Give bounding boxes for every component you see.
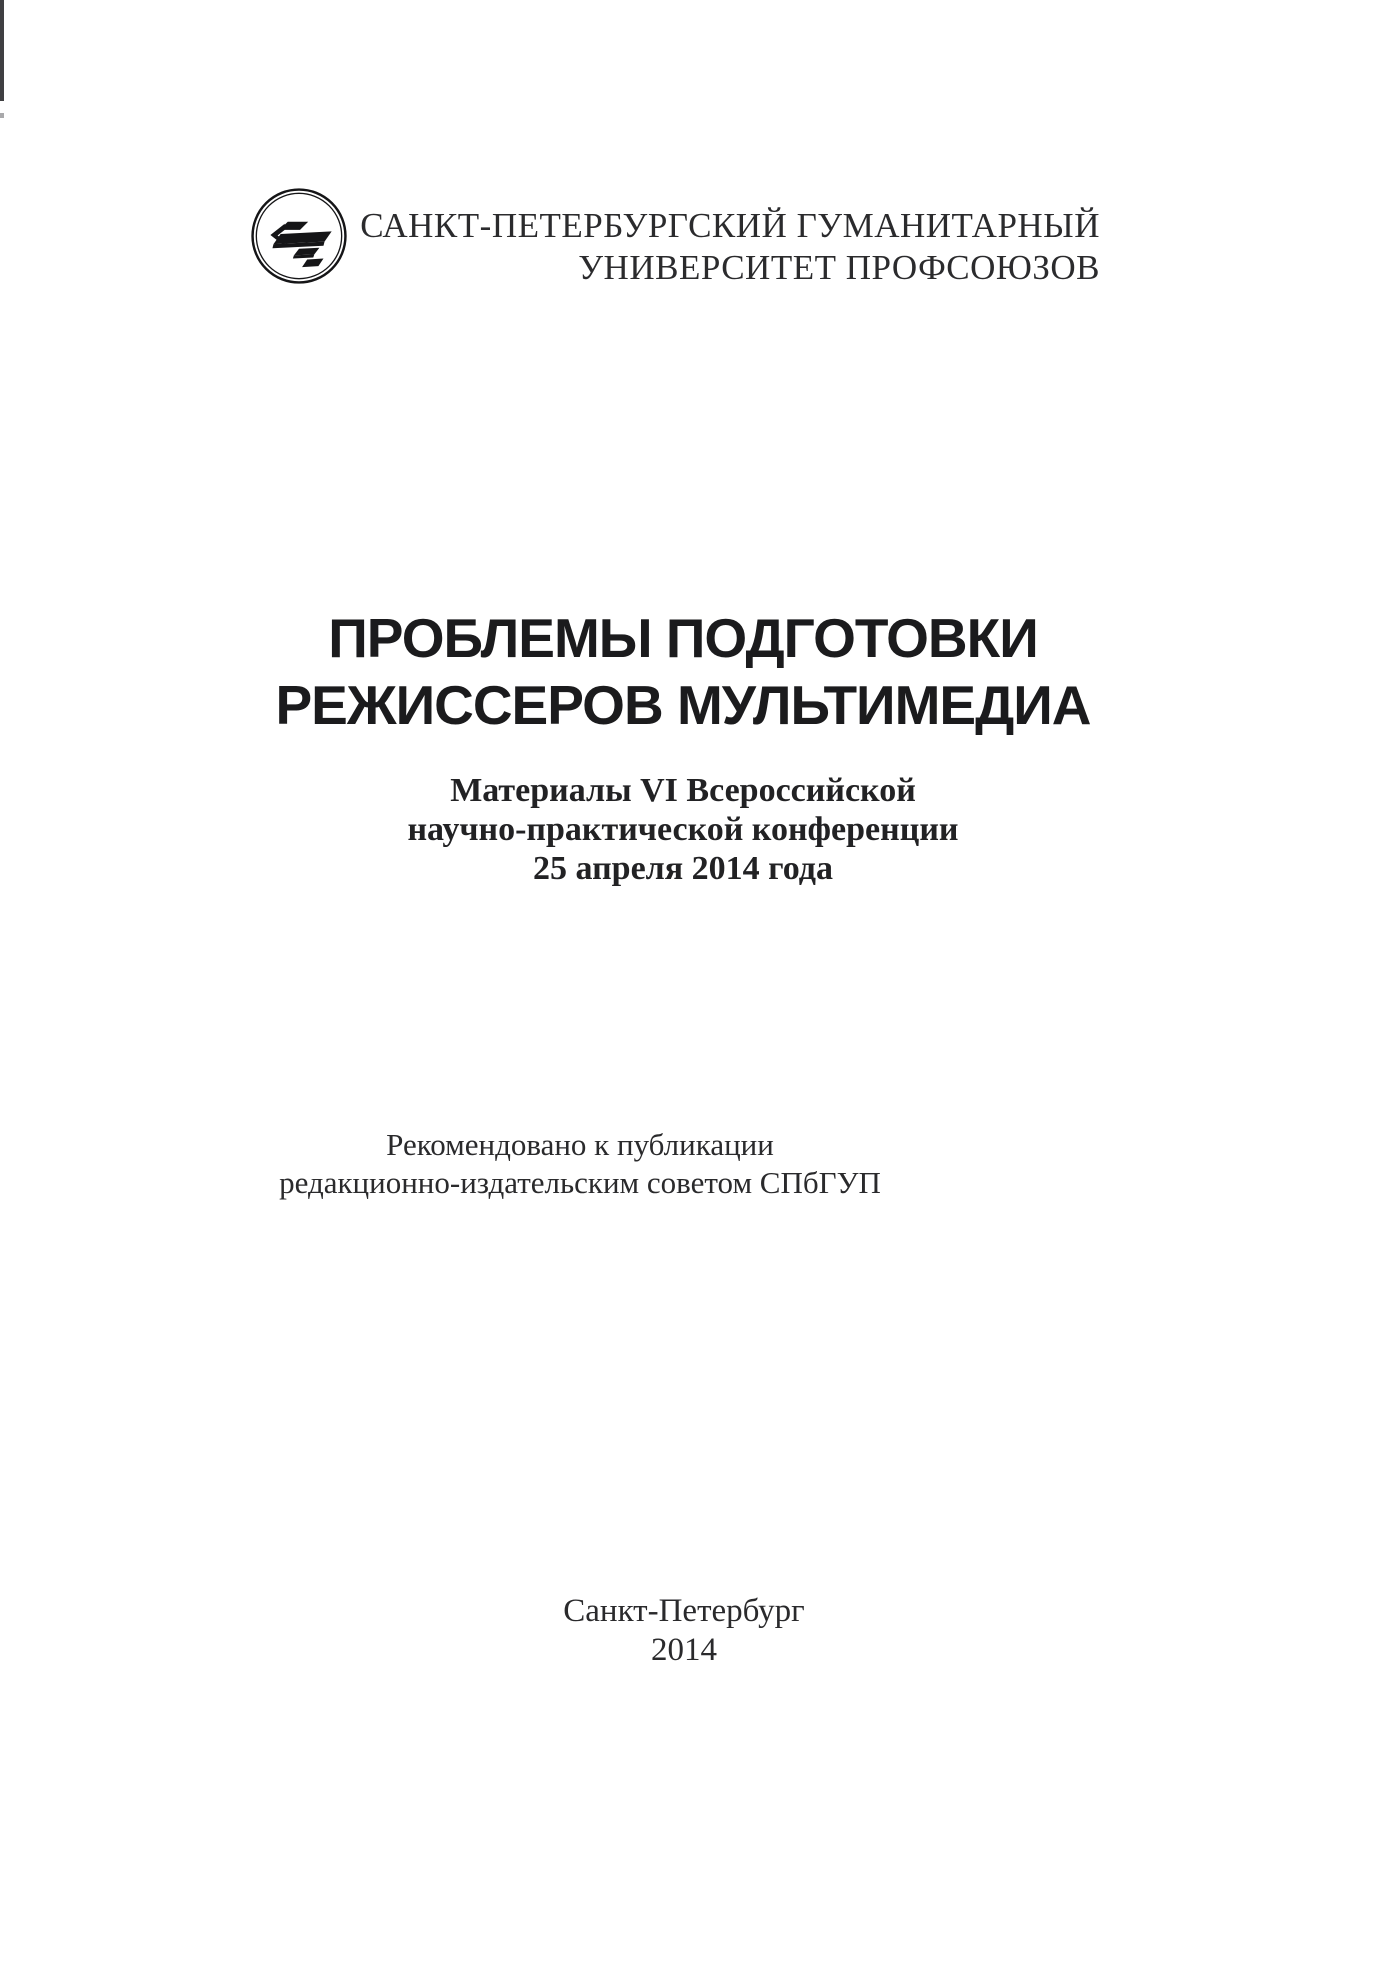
book-title bbox=[0, 605, 1366, 739]
imprint-year: 2014 bbox=[651, 1632, 717, 1668]
book-title-line2: РЕЖИССЕРОВ МУЛЬТИМЕДИА bbox=[275, 674, 1091, 736]
scan-artifact-dot bbox=[0, 113, 4, 118]
approval-line2: редакционно-издательским советом СПбГУП bbox=[279, 1165, 881, 1200]
imprint bbox=[0, 1592, 1368, 1670]
subtitle-line3: 25 апреля 2014 года bbox=[533, 850, 833, 887]
approval-line1: Рекомендовано к публикации bbox=[386, 1127, 774, 1162]
book-title-line1: ПРОБЛЕМЫ ПОДГОТОВКИ bbox=[328, 607, 1038, 669]
subtitle-line2: научно-практической конференции bbox=[407, 811, 959, 848]
university-name-line1: САНКТ-ПЕТЕРБУРГСКИЙ ГУМАНИТАРНЫЙ bbox=[360, 206, 1100, 245]
university-name-line2: УНИВЕРСИТЕТ ПРОФСОЮЗОВ bbox=[578, 248, 1100, 287]
subtitle-line1: Материалы VI Всероссийской bbox=[450, 772, 916, 809]
university-name bbox=[300, 205, 1100, 289]
scan-artifact-bar bbox=[0, 0, 4, 101]
book-subtitle bbox=[0, 771, 1366, 888]
approval-note bbox=[0, 1126, 1160, 1202]
imprint-city: Санкт-Петербург bbox=[563, 1593, 805, 1629]
